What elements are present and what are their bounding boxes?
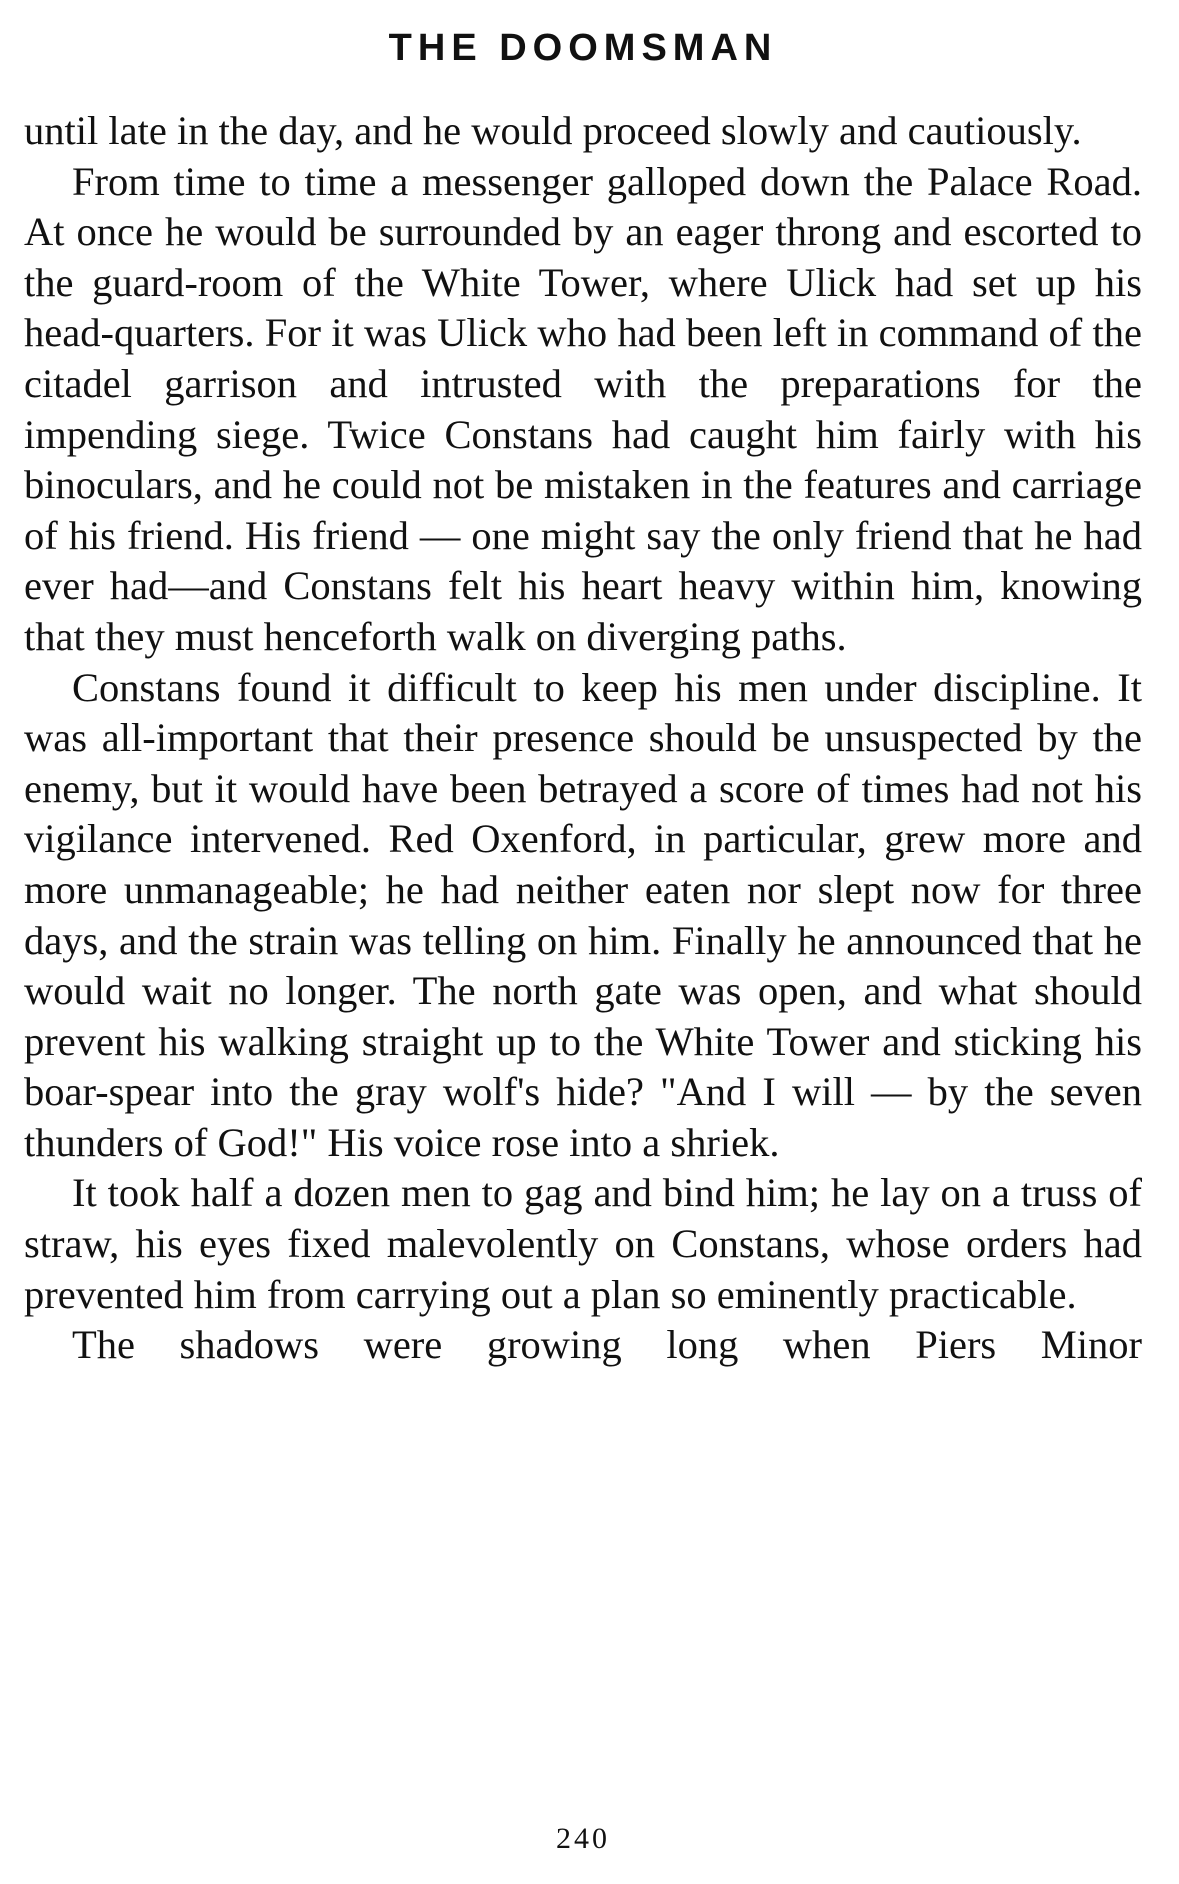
book-page xyxy=(24,18,1142,1868)
body-text xyxy=(24,106,1142,1371)
paragraph-1: until late in the day, and he would proceed slowly and cautiously. xyxy=(24,108,1082,153)
paragraph-5: The shadows were growing long when Piers Minor xyxy=(72,1322,1142,1368)
running-head: THE DOOMSMAN xyxy=(388,27,778,69)
paragraph-2: From time to time a messenger galloped down the Palace Road. At once he would be surrounded by an eager throng and escorted to the guard-room of the White Tower, where Ulick had set up his head-quarters. For it was Ulick who had been left in command of the citadel garrison and intrusted with the preparations for the impending siege. Twice Constans had caught him fairly with his binoculars, and he could not be mistaken in the features and carriage of his friend. His friend — one might say the only friend that he had ever had—and Constans felt his heart heavy within him, knowing that they must henceforth walk on diverging paths. xyxy=(24,158,1142,659)
paragraph-3: Constans found it difficult to keep his men under discipline. It was all-important that their presence should be unsuspected by the enemy, but it would have been betrayed a score of times had not his vigilance intervened. Red Oxenford, in particular, grew more and more unmanageable; he had neither eaten nor slept now for three days, and the strain was telling on him. Finally he announced that he would wait no longer. The north gate was open, and what should prevent his walking straight up to the White Tower and sticking his boar-spear into the gray wolf's hide? "And I will — by the seven thunders of God!" His voice rose into a shriek. xyxy=(24,664,1142,1165)
page-number: 240 xyxy=(556,1822,610,1855)
paragraph-4: It took half a dozen men to gag and bind him; he lay on a truss of straw, his eyes fixed malevolently on Constans, whose orders had prevented him from carrying out a plan so eminently practicable. xyxy=(24,1170,1142,1317)
